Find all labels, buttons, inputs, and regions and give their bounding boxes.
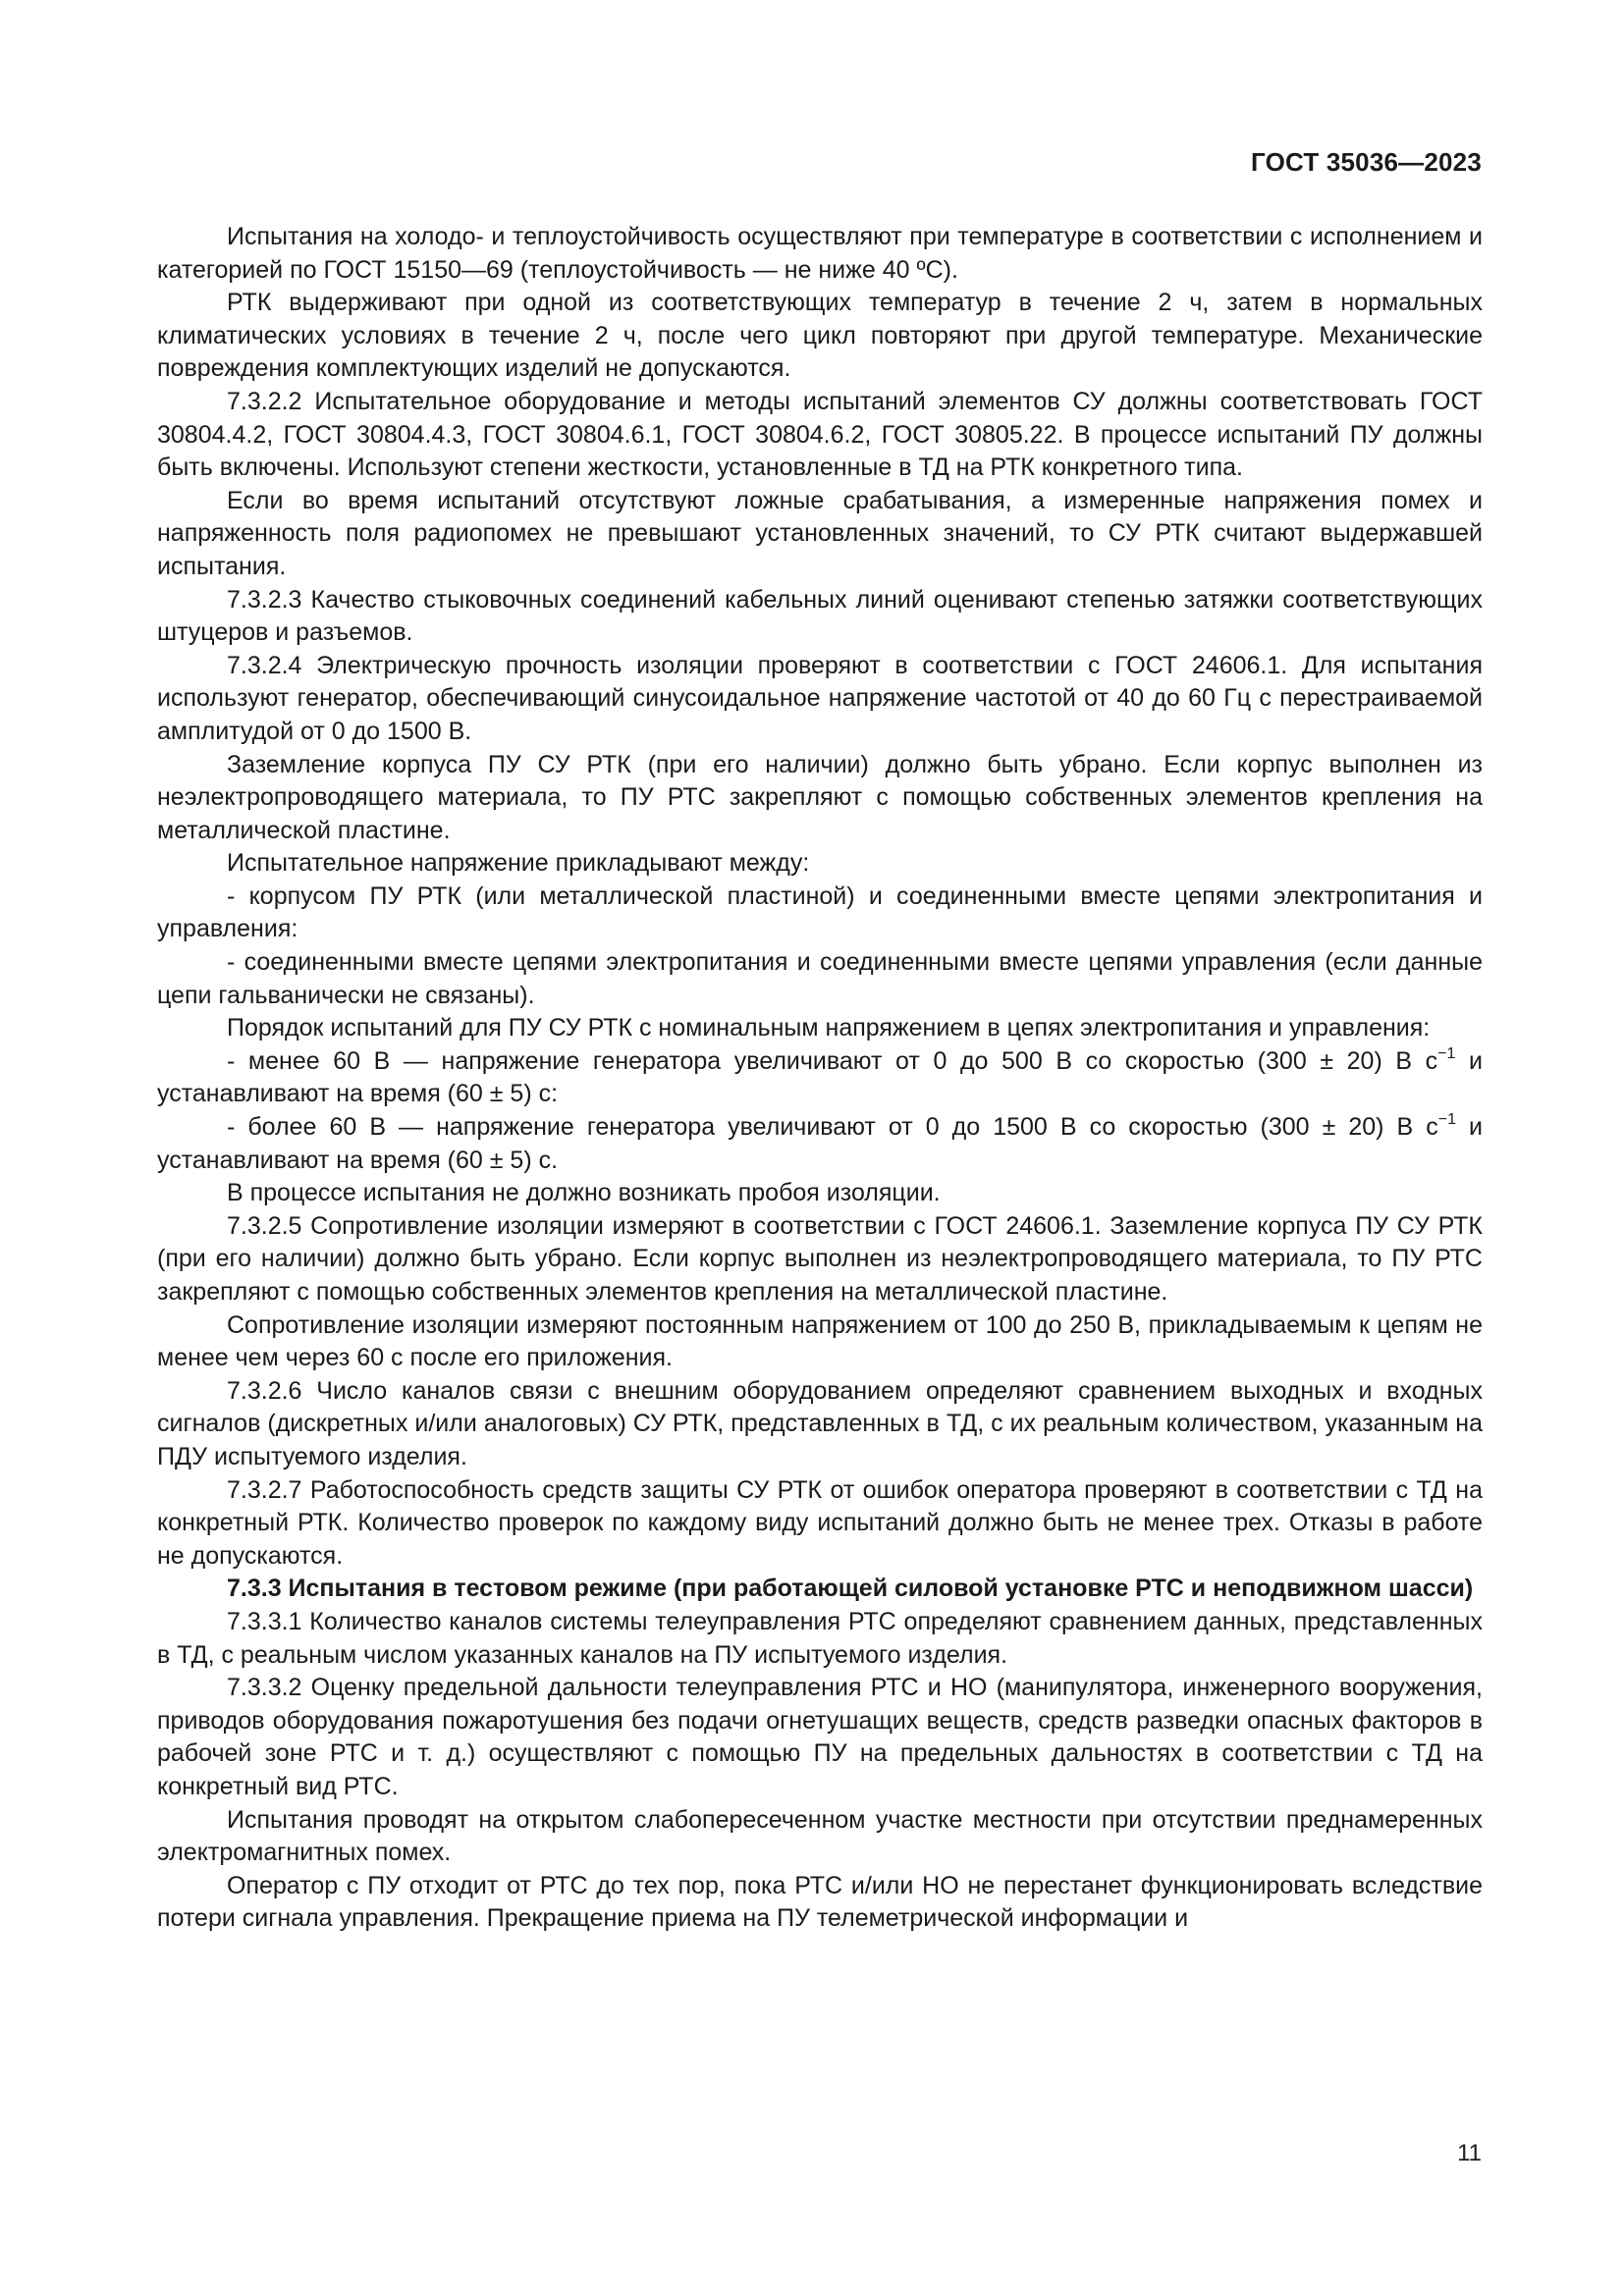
paragraph: Заземление корпуса ПУ СУ РТК (при его наличии) должно быть убрано. Если корпус выполнен из неэлектропроводящего материала, то ПУ РТС закрепляют с помощью собственных элементов крепления на металлической пластине. xyxy=(157,750,1483,844)
paragraph: 7.3.3.1 Количество каналов системы телеуправления РТС определяют сравнением данных, представленных в ТД, с реальным числом указанных каналов на ПУ испытуемого изделия. xyxy=(157,1607,1483,1669)
voltage-item-text: - более 60 В — напряжение генератора увеличивают от 0 до 1500 В со скоростью (300 ± 20) В с xyxy=(227,1113,1438,1142)
paragraph: Сопротивление изоляции измеряют постоянным напряжением от 100 до 250 В, прикладываемым к цепям не менее чем через 60 с после его приложения. xyxy=(157,1310,1483,1372)
paragraph: В процессе испытания не должно возникать пробоя изоляции. xyxy=(227,1179,941,1207)
exponent: −1 xyxy=(1437,1044,1456,1062)
paragraph: Испытательное напряжение прикладывают между: xyxy=(227,849,810,878)
list-item: - корпусом ПУ РТК (или металлической пластиной) и соединенными вместе цепями электропитания и управления: xyxy=(157,881,1483,943)
paragraph: Испытания на холодо- и теплоустойчивость осуществляют при температуре в соответствии с исполнением и категорией по ГОСТ 15150—69 (теплоустойчивость — не ниже 40 ºС). xyxy=(157,223,1483,284)
voltage-list-item xyxy=(157,1045,1483,1111)
exponent: −1 xyxy=(1437,1110,1456,1128)
document-body xyxy=(157,221,1483,1936)
paragraph: 7.3.2.7 Работоспособность средств защиты СУ РТК от ошибок оператора проверяют в соответствии с ТД на конкретный РТК. Количество проверок по каждому виду испытаний должно быть не менее трех. Отказы в работе не допускаются. xyxy=(157,1475,1483,1570)
paragraph: Если во время испытаний отсутствуют ложные срабатывания, а измеренные напряжения помех и напряженность поля радиопомех не превышают установленных значений, то СУ РТК считают выдержавшей испытания. xyxy=(157,486,1483,580)
paragraph: 7.3.2.3 Качество стыковочных соединений кабельных линий оценивают степенью затяжки соответствующих штуцеров и разъемов. xyxy=(157,585,1483,647)
paragraph: РТК выдерживают при одной из соответствующих температур в течение 2 ч, затем в нормальных климатических условиях в течение 2 ч, после чего цикл повторяют при другой температуре. Механические повреждения комплектующих изделий не допускаются. xyxy=(157,289,1483,383)
paragraph: Испытания проводят на открытом слабопересеченном участке местности при отсутствии преднамеренных электромагнитных помех. xyxy=(157,1805,1483,1867)
section-heading: 7.3.3 Испытания в тестовом режиме (при работающей силовой установке РТС и неподвижном шасси) xyxy=(227,1575,1474,1603)
voltage-item-text: - менее 60 В — напряжение генератора увеличивают от 0 до 500 В со скоростью (300 ± 20) В с xyxy=(227,1046,1438,1075)
list-item: - соединенными вместе цепями электропитания и соединенными вместе цепями управления (если данные цепи гальванически не связаны). xyxy=(157,948,1483,1009)
voltage-list-item xyxy=(157,1111,1483,1177)
paragraph: 7.3.2.2 Испытательное оборудование и методы испытаний элементов СУ должны соответствовать ГОСТ 30804.4.2, ГОСТ 30804.4.3, ГОСТ 30804.6.1, ГОСТ 30804.6.2, ГОСТ 30805.22. В процессе испытаний ПУ должны быть включены. Используют степени жесткости, установленные в ТД на РТК конкретного типа. xyxy=(157,387,1483,482)
paragraph: 7.3.3.2 Оценку предельной дальности телеуправления РТС и НО (манипулятора, инженерного вооружения, приводов оборудования пожаротушения без подачи огнетушащих веществ, средств разведки опасных факторов в рабочей зоне РТС и т. д.) осуществляют с помощью ПУ на предельных дальностях в соответствии с ТД на конкретный вид РТС. xyxy=(157,1674,1483,1800)
standard-number-header: ГОСТ 35036—2023 xyxy=(1251,147,1482,177)
paragraph: Оператор с ПУ отходит от РТС до тех пор, пока РТС и/или НО не перестанет функционировать вследствие потери сигнала управления. Прекращение приема на ПУ телеметрической информации и xyxy=(157,1871,1483,1933)
paragraph: 7.3.2.5 Сопротивление изоляции измеряют в соответствии с ГОСТ 24606.1. Заземление корпуса ПУ СУ РТК (при его наличии) должно быть убрано. Если корпус выполнен из неэлектропроводящего материала, то ПУ РТС закрепляют с помощью собственных элементов крепления на металлической пластине. xyxy=(157,1211,1483,1306)
page-number: 11 xyxy=(1457,2140,1482,2166)
paragraph: Порядок испытаний для ПУ СУ РТК с номинальным напряжением в цепях электропитания и управления: xyxy=(227,1014,1431,1042)
paragraph: 7.3.2.6 Число каналов связи с внешним оборудованием определяют сравнением выходных и входных сигналов (дискретных и/или аналоговых) СУ РТК, представленных в ТД, с их реальным количеством, указанным на ПДУ испытуемого изделия. xyxy=(157,1376,1483,1470)
voltage-item-tail: и устанавливают на время (60 ± 5) с: xyxy=(157,1046,1483,1108)
paragraph: 7.3.2.4 Электрическую прочность изоляции проверяют в соответствии с ГОСТ 24606.1. Для испытания используют генератор, обеспечивающий синусоидальное напряжение частотой от 40 до 60 Гц с перестраиваемой амплитудой от 0 до 1500 В. xyxy=(157,651,1483,745)
voltage-item-tail: и устанавливают на время (60 ± 5) с. xyxy=(157,1113,1483,1174)
